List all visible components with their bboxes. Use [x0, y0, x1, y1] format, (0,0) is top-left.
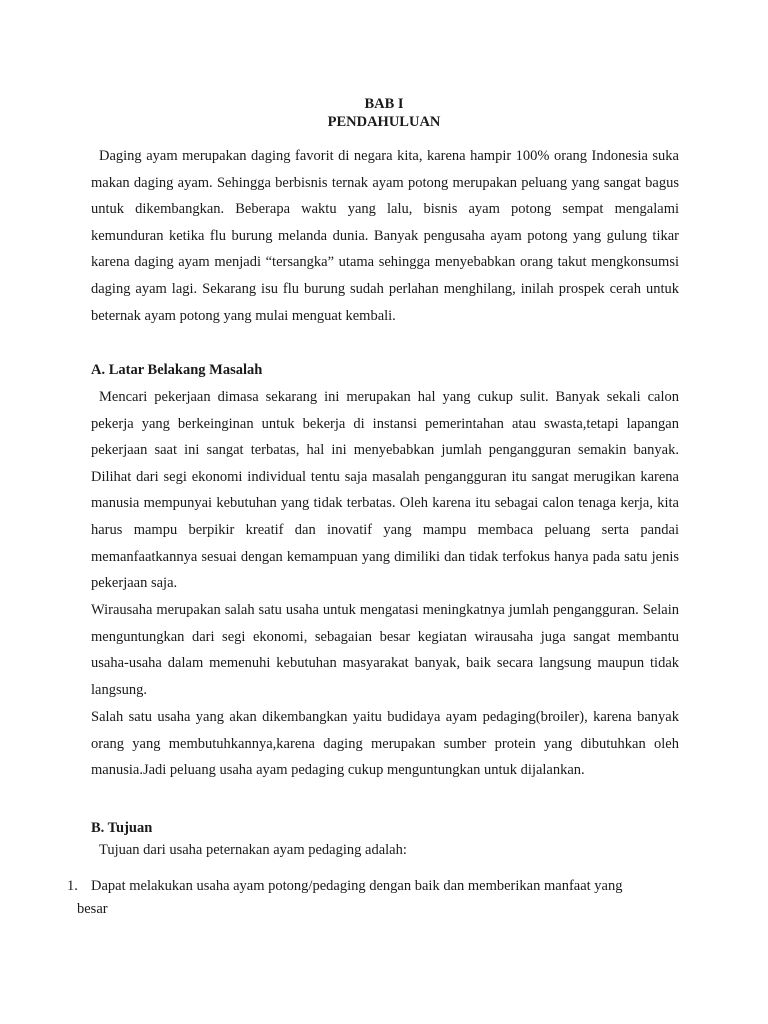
section-a-paragraph-2: Wirausaha merupakan salah satu usaha untuk mengatasi meningkatnya jumlah pengangguran. Selain menguntungkan dari segi ekonomi, sebagaian besar kegiatan wirausaha juga sangat membantu usaha-usaha dalam memenuhi kebutuhan masyarakat banyak, baik secara langsung maupun tidak langsung.	[91, 602, 679, 698]
list-item-text-line-2: besar	[77, 901, 108, 917]
section-a-paragraph-1: Mencari pekerjaan dimasa sekarang ini merupakan hal yang cukup sulit. Banyak sekali calon pekerja yang berkeinginan untuk bekerja di instansi pemerintahan atau swasta,tetapi lapangan pekerjaan saat ini sangat terbatas, hal ini menyebabkan jumlah pengangguran semakin banyak. Dilihat dari segi ekonomi individual tentu saja masalah pengangguran itu sangat merugikan karena manusia mempunyai kebutuhan yang tidak terbatas. Oleh karena itu sebagai calon tenaga kerja, kita harus mampu berpikir kreatif dan inovatif yang mampu membaca peluang serta pandai memanfaatkannya sesuai dengan kemampuan yang dimiliki dan tidak terfokus hanya pada satu jenis pekerjaan saja.	[91, 389, 679, 592]
chapter-title: PENDAHULUAN	[327, 114, 441, 130]
section-a-heading: A. Latar Belakang Masalah	[91, 362, 263, 378]
section-b-intro: Tujuan dari usaha peternakan ayam pedaging adalah:	[99, 842, 407, 858]
list-item-number: 1.	[67, 878, 78, 894]
chapter-label: BAB I	[364, 96, 404, 112]
section-b-heading: B. Tujuan	[91, 820, 153, 836]
list-item-text-line-1: Dapat melakukan usaha ayam potong/pedaging dengan baik dan memberikan manfaat yang	[91, 878, 623, 894]
list-item-text	[77, 876, 687, 919]
intro-paragraph: Daging ayam merupakan daging favorit di negara kita, karena hampir 100% orang Indonesia suka makan daging ayam. Sehingga berbisnis ternak ayam potong merupakan peluang yang sangat bagus untuk dikembangkan. Beberapa waktu yang lalu, bisnis ayam potong sempat mengalami kemunduran ketika flu burung melanda dunia. Banyak pengusaha ayam potong yang gulung tikar karena daging ayam menjadi “tersangka” utama sehingga menyebabkan orang takut mengkonsumsi daging ayam lagi. Sekarang isu flu burung sudah perlahan menghilang, inilah prospek cerah untuk beternak ayam potong yang mulai menguat kembali.	[91, 148, 679, 324]
section-a-paragraph-3: Salah satu usaha yang akan dikembangkan yaitu budidaya ayam pedaging(broiler), karena banyak orang yang membutuhkannya,karena daging merupakan sumber protein yang dibutuhkan oleh manusia.Jadi peluang usaha ayam pedaging cukup menguntungkan untuk dijalankan.	[91, 709, 679, 779]
